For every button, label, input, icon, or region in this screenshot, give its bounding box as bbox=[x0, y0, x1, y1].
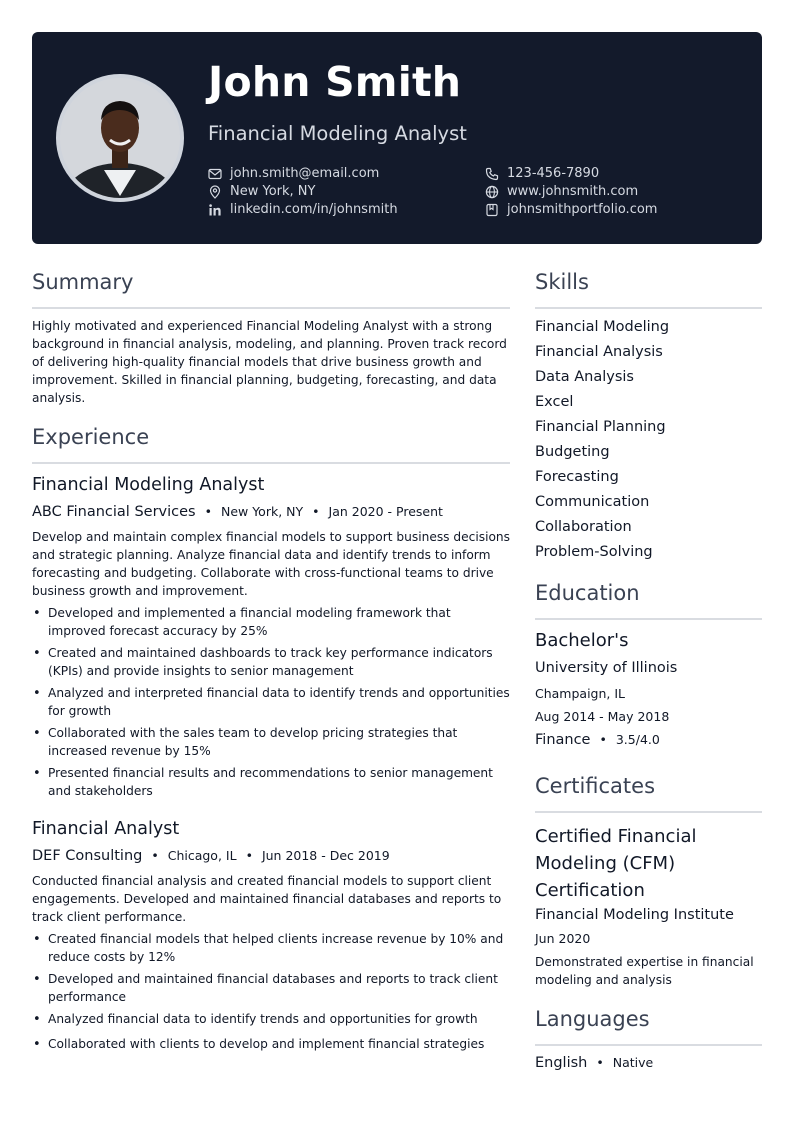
education-field-gpa bbox=[535, 732, 660, 748]
education-location: Champaign, IL bbox=[535, 686, 626, 701]
contact-linkedin[interactable] bbox=[208, 202, 398, 217]
contact-portfolio-text: johnsmithportfolio.com bbox=[507, 202, 658, 217]
education-divider bbox=[535, 618, 762, 620]
skill-item: Excel bbox=[535, 394, 574, 410]
education-degree: Bachelor's bbox=[535, 630, 629, 651]
contact-email-text: john.smith@email.com bbox=[230, 166, 380, 181]
language-level: Native bbox=[612, 1055, 654, 1070]
resume-header bbox=[32, 32, 762, 244]
skill-item: Collaboration bbox=[535, 519, 632, 535]
skill-item: Data Analysis bbox=[535, 369, 634, 385]
profile-photo bbox=[56, 74, 184, 202]
languages-heading: Languages bbox=[535, 1007, 650, 1031]
skill-item: Communication bbox=[535, 494, 650, 510]
job-description: Conducted financial analysis and created financial models to support client engagements. Developed and maintained financial databases and reports to track client performance. bbox=[32, 874, 502, 924]
contact-linkedin-text: linkedin.com/in/johnsmith bbox=[230, 202, 398, 217]
phone-icon bbox=[485, 167, 499, 181]
certificate-name-line: Certified Financial bbox=[535, 826, 697, 847]
skill-item: Budgeting bbox=[535, 444, 610, 460]
contact-email[interactable] bbox=[208, 166, 379, 181]
contact-phone-text: 123-456-7890 bbox=[507, 166, 600, 181]
achievement-item: • Collaborated with the sales team to develop pricing strategies that increased revenue by 15% bbox=[32, 724, 510, 760]
certificates-divider bbox=[535, 811, 762, 813]
skill-item: Forecasting bbox=[535, 469, 619, 485]
education-dates: Aug 2014 - May 2018 bbox=[535, 709, 670, 724]
languages-divider bbox=[535, 1044, 762, 1046]
job-achievements bbox=[32, 930, 510, 1057]
job-company: DEF Consulting bbox=[32, 848, 143, 864]
job-achievements bbox=[32, 604, 510, 804]
contact-phone[interactable] bbox=[485, 166, 599, 181]
skill-item: Financial Planning bbox=[535, 419, 666, 435]
achievement-item: • Analyzed financial data to identify trends and opportunities for growth bbox=[32, 1010, 510, 1028]
achievement-item: • Presented financial results and recommendations to senior management and stakeholders bbox=[32, 764, 510, 800]
language-name: English bbox=[535, 1055, 588, 1071]
achievement-item: • Created and maintained dashboards to track key performance indicators (KPIs) and provide insights to senior management bbox=[32, 644, 510, 680]
certificates-heading: Certificates bbox=[535, 774, 656, 798]
certificate-name-line: Modeling (CFM) bbox=[535, 853, 676, 874]
achievement-item: • Developed and maintained financial databases and reports to track client performance bbox=[32, 970, 510, 1006]
job-meta bbox=[32, 848, 390, 864]
bookmark-icon bbox=[485, 203, 499, 217]
envelope-icon bbox=[208, 167, 222, 181]
achievement-item: • Analyzed and interpreted financial data to identify trends and opportunities for growth bbox=[32, 684, 510, 720]
job-dates: Jan 2020 - Present bbox=[328, 504, 443, 519]
separator-dot: • bbox=[151, 848, 159, 863]
linkedin-icon bbox=[208, 203, 222, 217]
education-field: Finance bbox=[535, 732, 591, 748]
skill-item: Financial Modeling bbox=[535, 319, 670, 335]
contact-location bbox=[208, 184, 315, 199]
skills-heading: Skills bbox=[535, 270, 589, 294]
separator-dot: • bbox=[312, 504, 320, 519]
summary-heading: Summary bbox=[32, 270, 134, 294]
globe-icon bbox=[485, 185, 499, 199]
experience-heading: Experience bbox=[32, 425, 150, 449]
experience-divider bbox=[32, 462, 510, 464]
education-gpa: 3.5/4.0 bbox=[615, 732, 660, 747]
achievement-item: • Developed and implemented a financial modeling framework that improved forecast accuracy by 25% bbox=[32, 604, 510, 640]
contact-portfolio[interactable] bbox=[485, 202, 657, 217]
separator-dot: • bbox=[245, 848, 253, 863]
separator-dot: • bbox=[204, 504, 212, 519]
contact-location-text: New York, NY bbox=[230, 184, 316, 199]
summary-text: Highly motivated and experienced Financial Modeling Analyst with a strong background in financial analysis, modeling, and planning. Proven track record of delivering high-quality financial models that drive business growth and improvement. Skilled in financial planning, budgeting, forecasting, and data analysis. bbox=[32, 319, 507, 405]
skill-item: Financial Analysis bbox=[535, 344, 663, 360]
candidate-title: Financial Modeling Analyst bbox=[208, 122, 467, 145]
job-location: New York, NY bbox=[220, 504, 304, 519]
separator-dot: • bbox=[599, 732, 607, 747]
summary-divider bbox=[32, 307, 510, 309]
job-title: Financial Analyst bbox=[32, 819, 180, 839]
certificate-name bbox=[535, 823, 696, 904]
separator-dot: • bbox=[596, 1055, 604, 1070]
contact-website-text: www.johnsmith.com bbox=[507, 184, 639, 199]
achievement-item: • Created financial models that helped clients increase revenue by 10% and reduce costs by 12% bbox=[32, 930, 510, 966]
contact-website[interactable] bbox=[485, 184, 638, 199]
certificate-description: Demonstrated expertise in financial modeling and analysis bbox=[535, 955, 754, 987]
job-title: Financial Modeling Analyst bbox=[32, 475, 265, 495]
skills-list bbox=[535, 316, 669, 566]
education-school: University of Illinois bbox=[535, 660, 678, 676]
job-description: Develop and maintain complex financial models to support business decisions and strategic planning. Analyze financial data and identify trends to inform forecasting and budgeting. Collaborate with cross-functional teams to drive business growth and improvement. bbox=[32, 530, 510, 598]
job-company: ABC Financial Services bbox=[32, 504, 196, 520]
job-meta bbox=[32, 504, 443, 520]
certificate-date: Jun 2020 bbox=[535, 931, 591, 946]
job-location: Chicago, IL bbox=[167, 848, 237, 863]
skill-item: Problem-Solving bbox=[535, 544, 653, 560]
candidate-name: John Smith bbox=[208, 58, 462, 106]
job-dates: Jun 2018 - Dec 2019 bbox=[261, 848, 390, 863]
achievement-item: • Collaborated with clients to develop and implement financial strategies bbox=[32, 1035, 510, 1053]
certificate-issuer: Financial Modeling Institute bbox=[535, 907, 734, 923]
skills-divider bbox=[535, 307, 762, 309]
education-heading: Education bbox=[535, 581, 640, 605]
location-pin-icon bbox=[208, 185, 222, 199]
certificate-name-line: Certification bbox=[535, 880, 645, 901]
language-item bbox=[535, 1055, 653, 1071]
